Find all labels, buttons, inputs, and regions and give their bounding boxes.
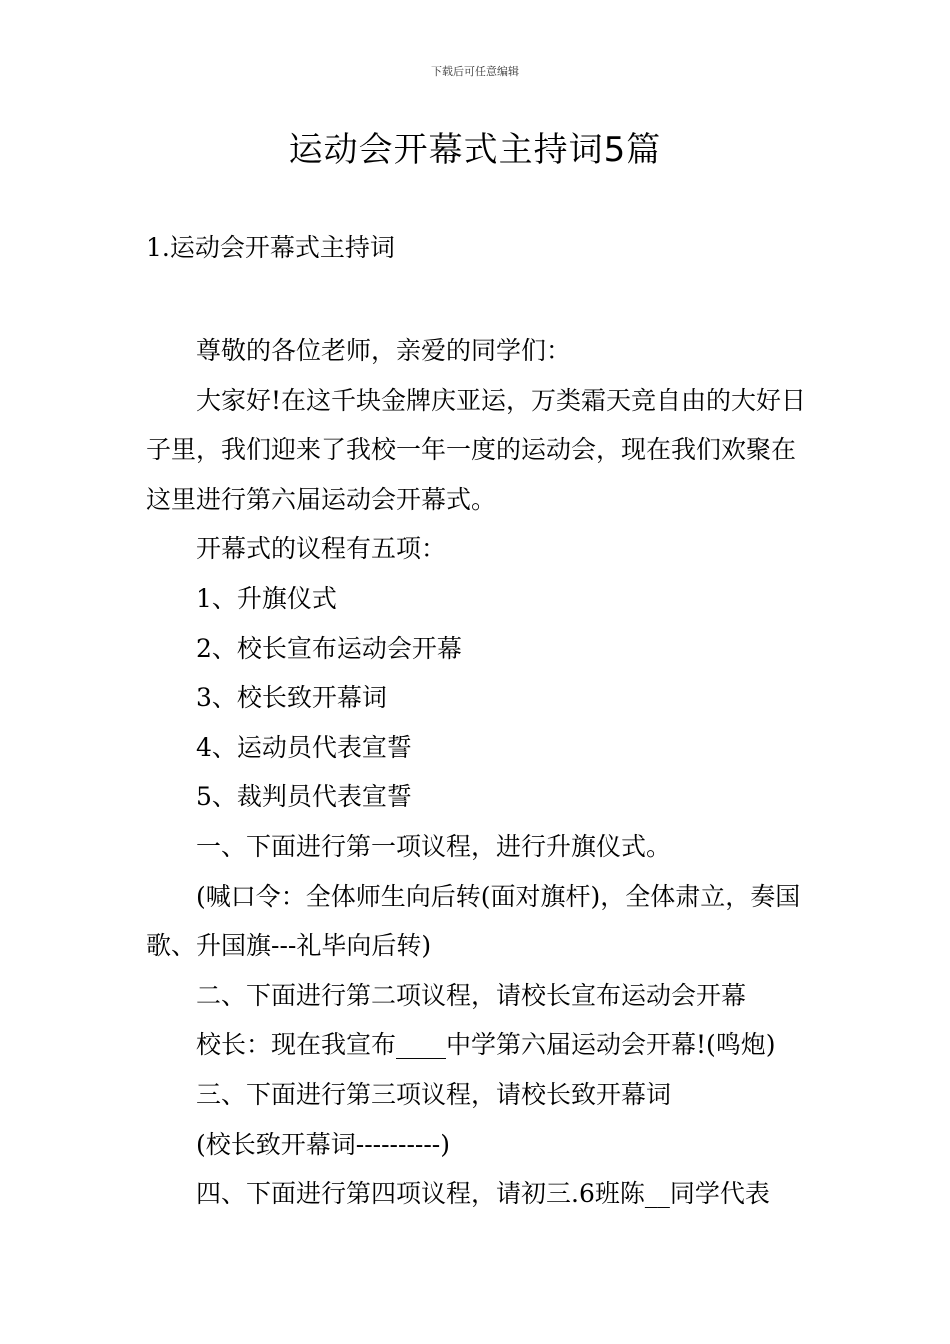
paragraph: 校长：现在我宣布____中学第六届运动会开幕!(鸣炮) bbox=[196, 1030, 776, 1060]
paragraph: (喊口令：全体师生向后转(面对旗杆)，全体肃立，奏国歌、升国旗---礼毕向后转) bbox=[146, 881, 801, 961]
section-heading: 1.运动会开幕式主持词 bbox=[146, 233, 395, 262]
paragraph: 大家好!在这千块金牌庆亚运，万类霜天竞自由的大好日子里，我们迎来了我校一年一度的运动会，现在我们欢聚在这里进行第六届运动会开幕式。 bbox=[146, 385, 807, 514]
paragraph: 一、下面进行第一项议程，进行升旗仪式。 bbox=[196, 831, 672, 861]
paragraph: 尊敬的各位老师，亲爱的同学们： bbox=[196, 336, 572, 365]
list-item: 5、裁判员代表宣誓 bbox=[196, 782, 412, 812]
header-note: 下载后可任意编辑 bbox=[431, 65, 519, 78]
list-item: 1、升旗仪式 bbox=[196, 583, 337, 613]
paragraph: 四、下面进行第四项议程，请初三.6班陈__同学代表 bbox=[196, 1179, 770, 1209]
list-item: 2、校长宣布运动会开幕 bbox=[196, 633, 462, 663]
paragraph: 开幕式的议程有五项： bbox=[196, 534, 447, 564]
document-title: 运动会开幕式主持词5篇 bbox=[288, 130, 662, 170]
body-text bbox=[146, 326, 808, 1219]
list-item: 4、运动员代表宣誓 bbox=[196, 732, 412, 762]
list-item: 3、校长致开幕词 bbox=[196, 683, 387, 713]
paragraph: 二、下面进行第二项议程，请校长宣布运动会开幕 bbox=[196, 980, 747, 1010]
paragraph: (校长致开幕词----------) bbox=[196, 1129, 450, 1159]
paragraph: 三、下面进行第三项议程，请校长致开幕词 bbox=[196, 1079, 672, 1109]
